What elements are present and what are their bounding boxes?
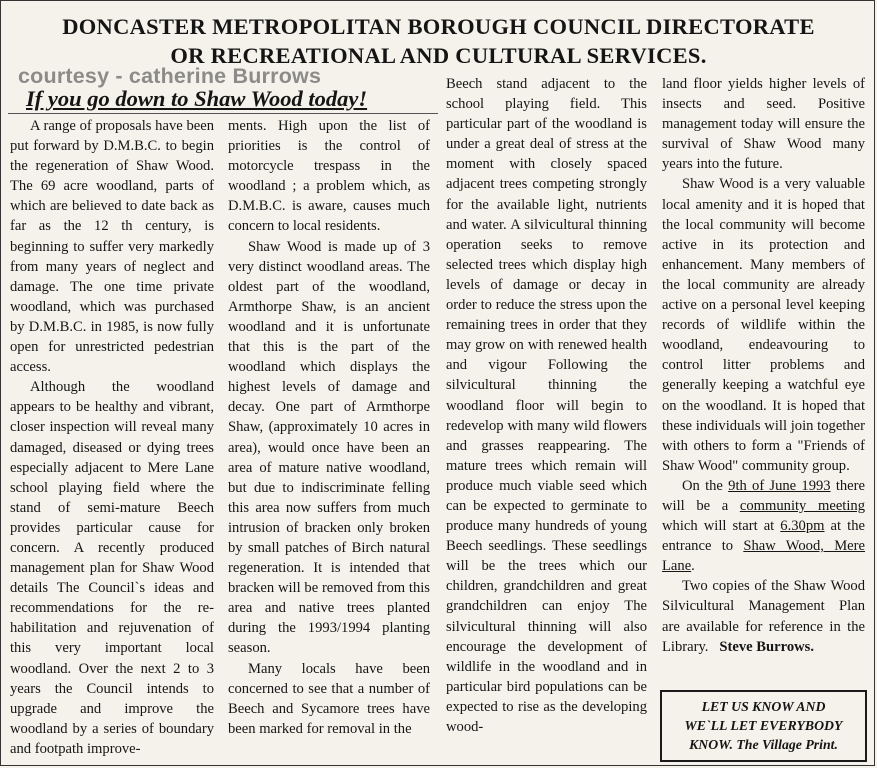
meeting-event: community meeting bbox=[739, 497, 865, 514]
masthead-line-1: DONCASTER METROPOLITAN BOROUGH COUNCIL DIRECTORATE bbox=[62, 14, 815, 39]
paragraph: Although the woodland appears to be healthy and vibrant, closer inspection will reveal many damaged, diseased or dying trees especially adjacent to Mere Lane school playing field where the stand of semi-mature Beech provides particular cause for concern. A recently produced management plan for Shaw Wood details The Council`s ideas and recommendations for the re-habilitation and rejuvenation of this very important local woodland. Over the next 2 to 3 years the Council intends to upgrade and improve the woodland by a series of boundary and footpath improve- bbox=[10, 379, 214, 757]
masthead bbox=[0, 12, 877, 70]
meeting-time: 6.30pm bbox=[780, 518, 825, 535]
headline: If you go down to Shaw Wood today! bbox=[26, 86, 368, 111]
article-column-3 bbox=[446, 74, 647, 737]
paragraph: Shaw Wood is a very valuable local amenity and it is hoped that the local community will become active in its protection and enhancement. Many members of the local community are already active on a personal level keeping records of wildlife within the woodland, endeavouring to control litter problems and generally keeping a watchful eye on the woodland. It is hoped that these individuals will join together with others to form a "Friends of Shaw Wood" community group. bbox=[662, 176, 865, 474]
text: Two copies of the Shaw Wood Silvicultural Management Plan are available for reference in the Library. bbox=[662, 578, 865, 655]
paragraph bbox=[662, 576, 865, 656]
paragraph: A range of proposals have been put forward by D.M.B.C. to begin the regeneration of Shaw Wood. The 69 acre woodland, parts of which are believed to date back as far as the 12 th century, is beginning to suffer very markedly from many years of neglect and damage. The one time private woodland, which was purchased by D.M.B.C. in 1985, is now fully open for unrestricted pedestrian access. bbox=[10, 118, 214, 376]
paragraph: ments. High upon the list of priorities is the control of motorcycle trespass in the woodland ; a problem which, as D.M.B.C. is aware, causes much concern to local residents. bbox=[228, 118, 430, 235]
paragraph: Beech stand adjacent to the school playing field. This particular part of the woodland is under a great deal of stress at the moment with closely spaced adjacent trees competing strongly for the available light, nutrients and water. A silvicultural thinning operation seeks to remove selected trees which display high levels of damage or decay in order to reduce the stress upon the remaining trees in order that they may grow on with renewed health and vigour Following the silvicultural thinning the woodland floor will begin to redevelop with many wild flowers and grasses reappearing. The mature trees which remain will produce much viable seed which can be expected to germinate to produce many hundreds of young Beech seedlings. These seedlings will be the trees which our children, grandchildren and great grandchildren can enjoy The silvicultural thinning will also encourage the development of wildlife in the woodland and in particular bird populations can be expected to rise as the developing wood- bbox=[446, 76, 647, 735]
meeting-place: Shaw Wood, Mere Lane bbox=[662, 538, 865, 575]
headline-rule bbox=[8, 113, 438, 114]
meeting-paragraph bbox=[662, 476, 865, 576]
article-column-4 bbox=[662, 74, 865, 657]
callout-line-1: LET US KNOW AND bbox=[701, 699, 826, 714]
paragraph: Many locals have been concerned to see that a number of Beech and Sycamore trees have been marked for removal in the bbox=[228, 660, 430, 737]
author-signature: Steve Burrows. bbox=[719, 638, 815, 655]
article-column-1 bbox=[10, 116, 214, 759]
masthead-line-2: OR RECREATIONAL AND CULTURAL SERVICES. bbox=[170, 43, 707, 68]
text: . bbox=[691, 558, 695, 575]
text: which will start at bbox=[662, 518, 781, 535]
text: there will be a bbox=[662, 477, 865, 514]
text: at the entrance to bbox=[662, 518, 865, 555]
callout-line-3: KNOW. The Village Print. bbox=[689, 737, 838, 752]
paragraph: Shaw Wood is made up of 3 very distinct woodland areas. The oldest part of the woodland, Armthorpe Shaw, is an ancient woodland and it is unfortunate that this is the part of the woodland which displays the highest levels of damage and decay. One part of Armthorpe Shaw, (approximately 10 acres in area), would once have been an area of mature native woodland, but due to indiscriminate felling this area now suffers from much intrusion of bracken only broken by small patches of Birch natural regeneration. It is intended that bracken will be removed from this area and native trees planted during the 1993/1994 planting season. bbox=[228, 238, 430, 657]
text: On the bbox=[682, 477, 729, 494]
callout-line-2: WE`LL LET EVERYBODY bbox=[684, 718, 843, 733]
paragraph: land floor yields higher levels of insects and seed. Positive management today will ensure the survival of Shaw Wood many years into the future. bbox=[662, 76, 865, 173]
callout-box bbox=[660, 690, 867, 762]
watermark: courtesy - catherine Burrows bbox=[18, 64, 322, 88]
article-column-2 bbox=[228, 116, 430, 739]
meeting-date: 9th of June 1993 bbox=[728, 477, 831, 494]
